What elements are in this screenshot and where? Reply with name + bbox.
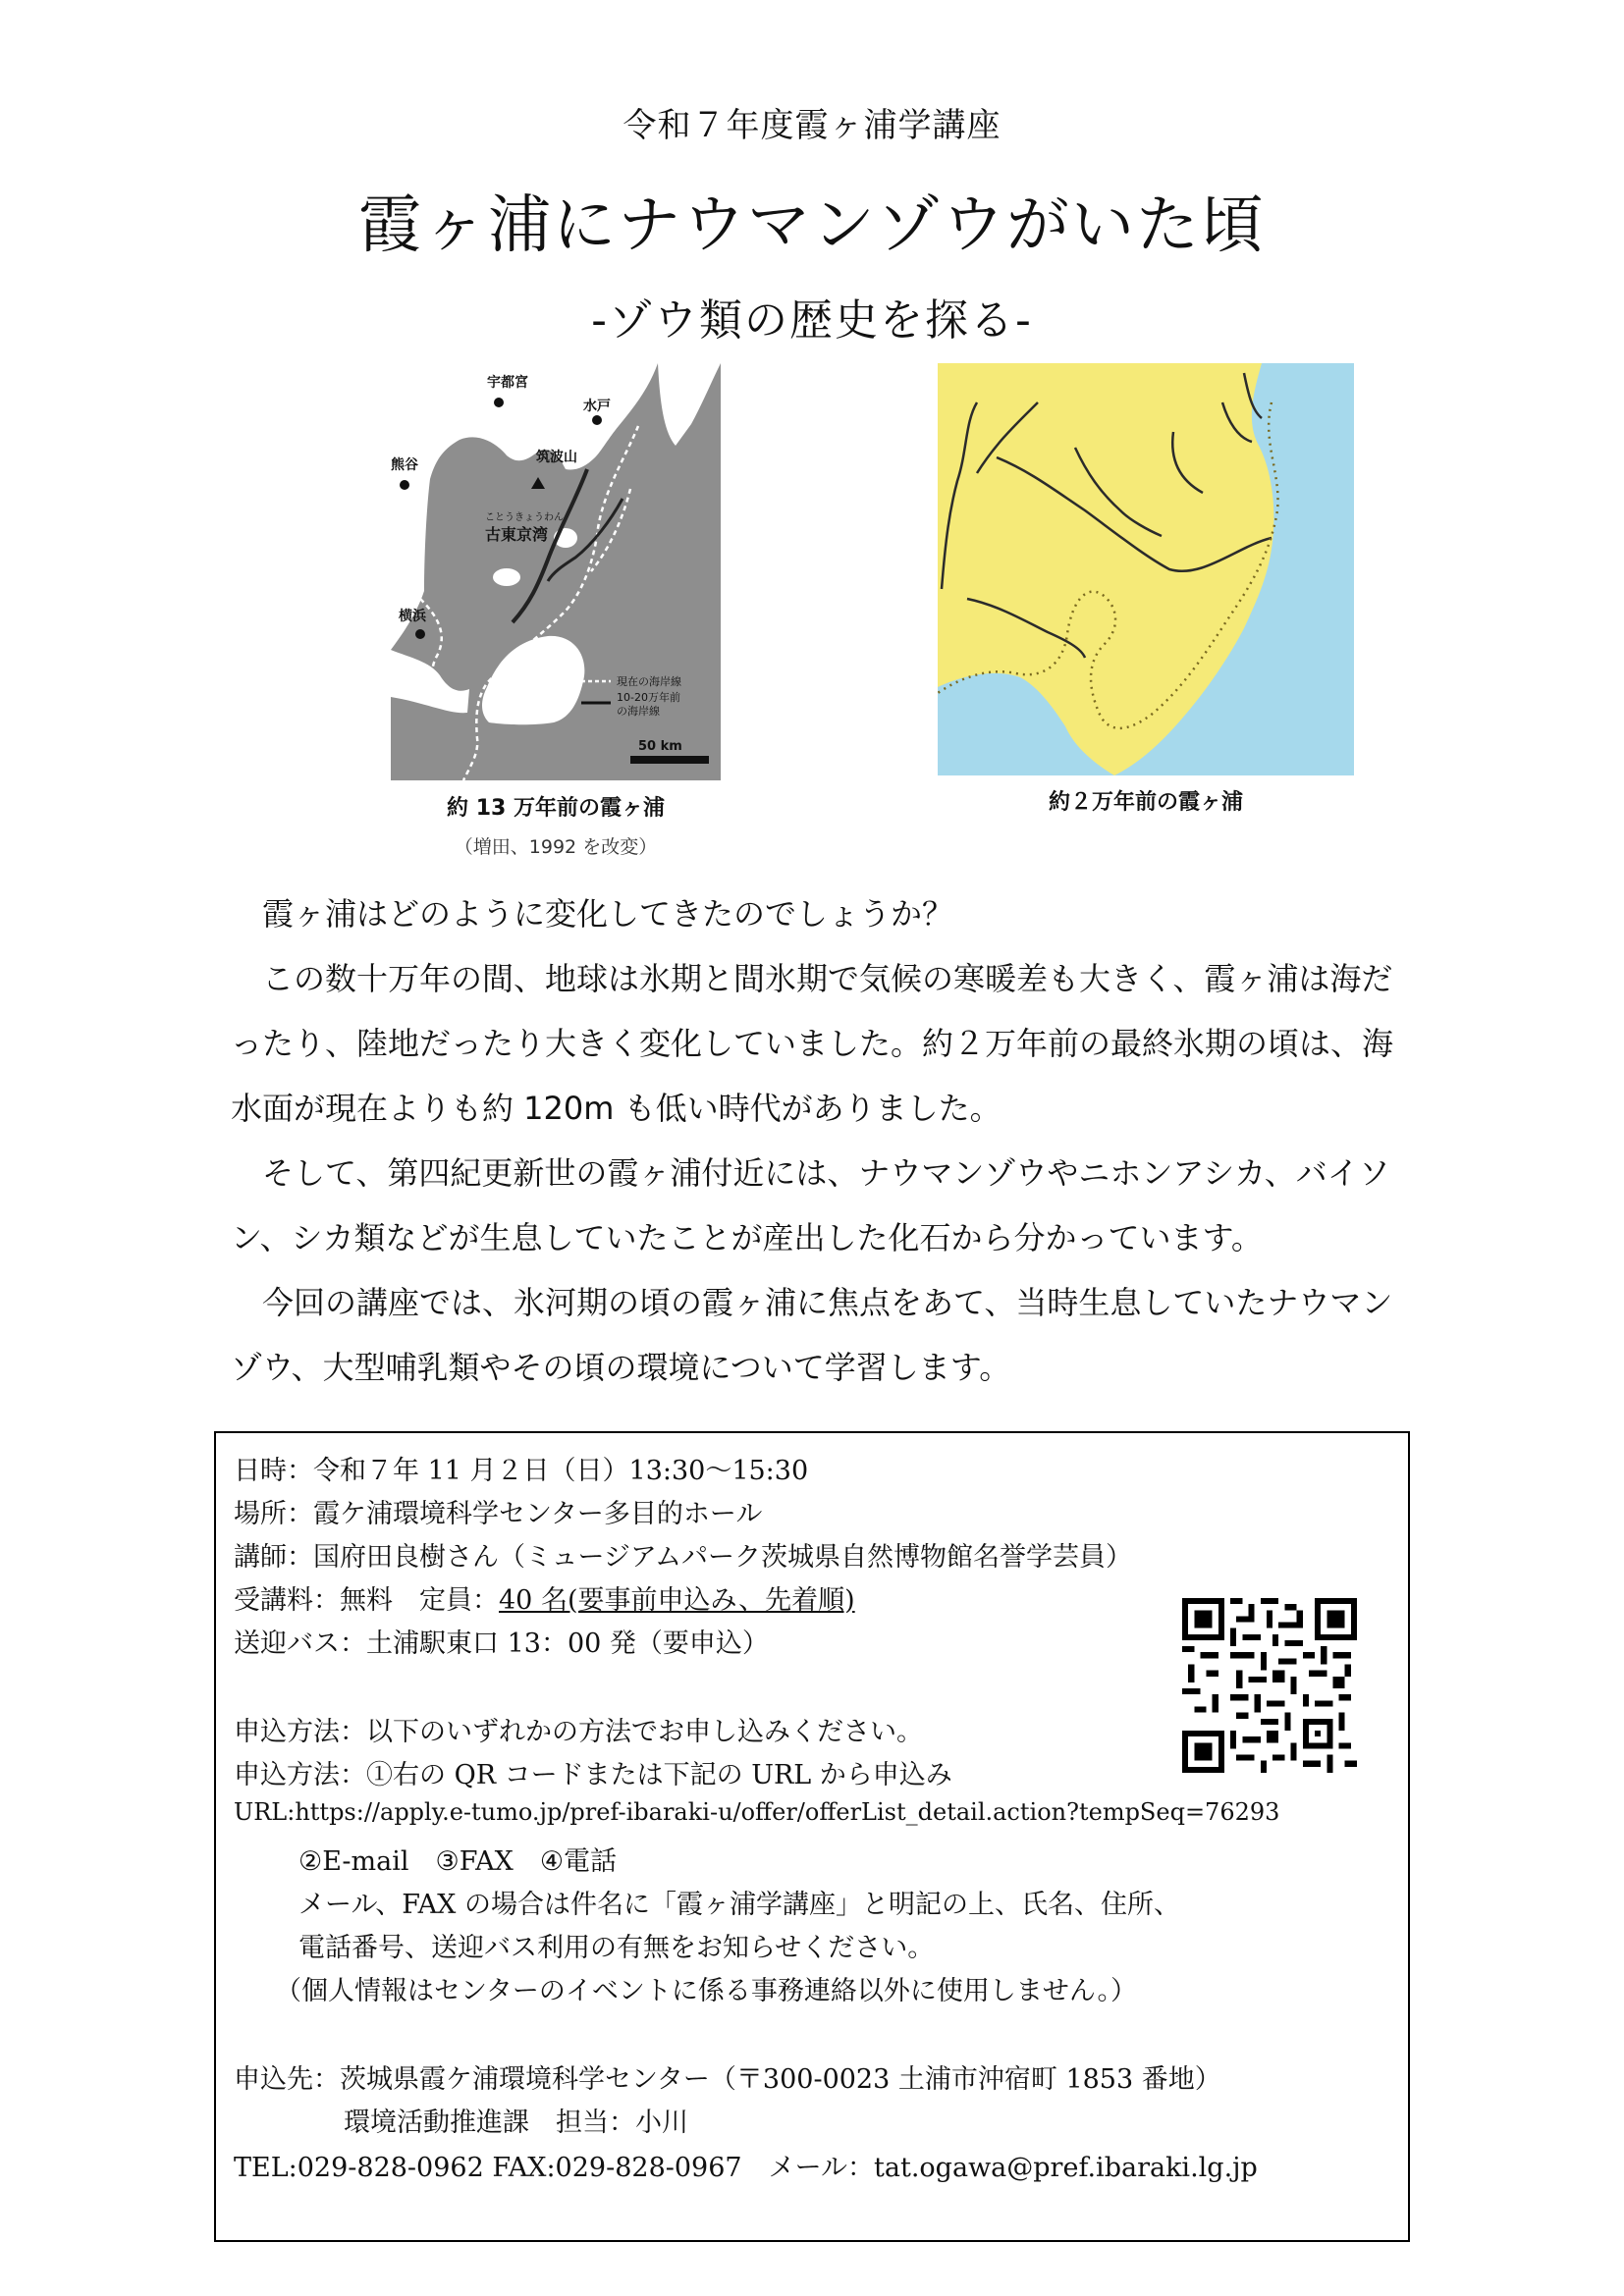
apply-note-1: メール、FAX の場合は件名に「霞ヶ浦学講座」と明記の上、氏名、住所、 [298, 1890, 1180, 1920]
left-map-source: （増田、1992 を改変） [454, 836, 658, 858]
event-venue: 場所：霞ケ浦環境科学センター多目的ホール [234, 1499, 763, 1529]
scale-bar [630, 756, 709, 764]
event-lecturer: 講師：国府田良樹さん（ミュージアムパーク茨城県自然博物館名誉学芸員） [234, 1542, 1133, 1573]
contact-address: 申込先：茨城県霞ケ浦環境科学センター（〒300-0023 土浦市沖宿町 1853 番地） [234, 2064, 1221, 2095]
info-box [214, 1431, 1410, 2242]
lecture-series: 令和７年度霞ヶ浦学講座 [623, 106, 1001, 145]
apply-method-other: ②E-mail ③FAX ④電話 [298, 1846, 618, 1877]
shuttle-bus: 送迎バス：土浦駅東口 13：00 発（要申込） [234, 1629, 769, 1659]
label-kotokyowan: 古東京湾 [485, 525, 549, 544]
qr-code[interactable] [1182, 1598, 1357, 1773]
label-mito: 水戸 [583, 399, 611, 414]
capacity-text: 40 名(要事前申込み、先着順) [499, 1585, 855, 1616]
paragraph-3: そして、第四紀更新世の霞ヶ浦付近には、ナウマンゾウやニホンアシカ、バイソン、シカ類などが生息していたことが産出した化石から分かっています。 [231, 1154, 1390, 1256]
legend-current-coastline: 現在の海岸線 [617, 675, 681, 688]
apply-url-link[interactable]: URL:https://apply.e-tumo.jp/pref-ibaraki-u/offer/offerList_detail.action?tempSeq=76293 [234, 1798, 1280, 1826]
page-subtitle: -ゾウ類の歴史を探る- [591, 295, 1033, 346]
paragraph-2: この数十万年の間、地球は氷期と間氷期で気候の寒暖差も大きく、霞ヶ浦は海だったり、陸地だったり大きく変化していました。約２万年前の最終氷期の頃は、海水面が現在よりも約 120m も低い時代がありました。 [231, 960, 1394, 1127]
event-datetime: 日時：令和７年 11 月２日（日）13:30～15:30 [234, 1456, 809, 1486]
paragraph-4: 今回の講座では、氷河期の頃の霞ヶ浦に焦点をあて、当時生息していたナウマンゾウ、大型哺乳類やその頃の環境について学習します。 [231, 1284, 1393, 1386]
paragraph-1: 霞ヶ浦はどのように変化してきたのでしょうか？ [262, 895, 954, 933]
fee-text: 受講料：無料 定員： [234, 1585, 499, 1616]
label-kumagaya: 熊谷 [391, 457, 418, 473]
map-20k-years-ago [938, 363, 1354, 775]
apply-method-online: 申込方法：①右の QR コードまたは下記の URL から申込み [234, 1760, 952, 1790]
label-kotokyowan-reading: ことうきょうわん [485, 512, 564, 523]
map-130k-years-ago [391, 363, 721, 780]
scale-label: 50 km [638, 739, 682, 754]
contact-phone-fax-email[interactable]: TEL:029-828-0962 FAX:029-828-0967 メール：tat.ogawa@pref.ibaraki.lg.jp [234, 2153, 1258, 2183]
right-map-caption: 約２万年前の霞ヶ浦 [1048, 790, 1243, 815]
event-fee-capacity [234, 1578, 855, 1617]
left-map-caption: 約 13 万年前の霞ヶ浦 [447, 796, 665, 821]
legend-past-coastline-1: 10-20万年前 [617, 691, 680, 704]
legend-past-coastline-2: の海岸線 [617, 705, 660, 718]
label-utsunomiya: 宇都宮 [487, 375, 528, 391]
privacy-note: （個人情報はセンターのイベントに係る事務連絡以外に使用しません。） [275, 1976, 1138, 2006]
label-tsukuba: 筑波山 [536, 450, 577, 465]
apply-note-2: 電話番号、送迎バス利用の有無をお知らせください。 [298, 1933, 935, 1963]
label-yokohama: 横浜 [399, 609, 426, 624]
page-title: 霞ヶ浦にナウマンゾウがいた頃 [358, 189, 1266, 262]
apply-intro: 申込方法：以下のいずれかの方法でお申し込みください。 [234, 1717, 923, 1747]
contact-department: 環境活動推進課 担当：小川 [344, 2108, 688, 2138]
body-text [231, 881, 1409, 1400]
